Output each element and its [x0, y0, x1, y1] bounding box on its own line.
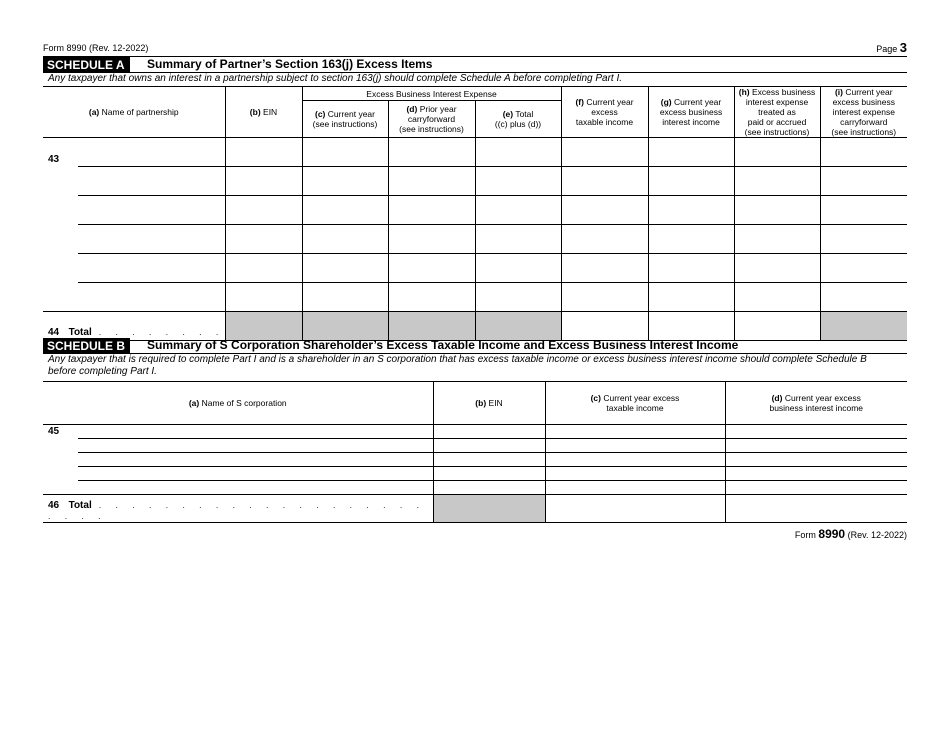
excess-taxable-income-cell[interactable] [561, 196, 648, 225]
excess-taxable-income-cell[interactable] [561, 167, 648, 196]
schedule-a-instructions: Any taxpayer that owns an interest in a partnership subject to section 163(j) should complete Schedule A before completing Part I. [48, 73, 623, 84]
schedule-a-row [43, 283, 907, 312]
s-corp-excess-taxable-income-cell[interactable] [545, 467, 725, 481]
schedule-a-table [43, 86, 907, 341]
s-corp-ein-cell[interactable] [433, 453, 545, 467]
schedule-a-row [43, 225, 907, 254]
prior-year-cell[interactable] [388, 167, 475, 196]
s-corp-name-cell[interactable] [78, 481, 433, 495]
schedule-a-title: Summary of Partner’s Section 163(j) Excess Items [147, 57, 433, 71]
schedule-b-header-row [43, 382, 907, 425]
schedule-b-total-row [43, 495, 907, 523]
col-b-header: (b) EIN [225, 87, 302, 138]
excess-business-interest-income-cell[interactable] [648, 196, 734, 225]
col-a-header-b: (a) Name of S corporation [43, 382, 433, 425]
s-corp-ein-cell[interactable] [433, 481, 545, 495]
s-corp-ein-cell[interactable] [433, 425, 545, 439]
partnership-name-cell[interactable] [78, 225, 225, 254]
s-corp-excess-business-interest-income-cell[interactable] [725, 425, 907, 439]
col-d-header: (d) Prior year carryforward (see instructions) [388, 101, 475, 138]
excess-business-interest-income-cell[interactable] [648, 138, 734, 167]
total-s-corp-ein-shaded [433, 495, 545, 523]
schedule-a-row [43, 138, 907, 167]
page-prefix: Page [876, 44, 898, 54]
col-b-header-b: (b) EIN [433, 382, 545, 425]
ein-cell[interactable] [225, 196, 302, 225]
prior-year-cell[interactable] [388, 138, 475, 167]
schedule-b-tag: SCHEDULE B [43, 338, 130, 354]
page-number-value: 3 [899, 40, 907, 55]
prior-year-cell[interactable] [388, 196, 475, 225]
current-year-cell[interactable] [302, 225, 388, 254]
s-corp-excess-taxable-income-cell[interactable] [545, 453, 725, 467]
schedule-a-row [43, 196, 907, 225]
excess-business-interest-expense-header: Excess Business Interest Expense [302, 87, 561, 101]
schedule-a-header-row-1 [43, 87, 907, 101]
schedule-a-row [43, 254, 907, 283]
col-f-header: (f) Current year excess taxable income [561, 87, 648, 138]
line-46-total-label: 46 Total . . . . . . . . . . . . . . . . . . . . . . . . [43, 495, 433, 523]
s-corp-excess-taxable-income-cell[interactable] [545, 425, 725, 439]
ein-cell[interactable] [225, 138, 302, 167]
current-year-cell[interactable] [302, 196, 388, 225]
schedule-b-row [43, 425, 907, 439]
excess-business-interest-income-cell[interactable] [648, 283, 734, 312]
prior-year-cell[interactable] [388, 225, 475, 254]
carryforward-cell[interactable] [820, 254, 907, 283]
total-cell[interactable] [475, 167, 561, 196]
s-corp-ein-cell[interactable] [433, 439, 545, 453]
col-i-header: (i) Current year excess business interest expense carryforward (see instructions) [820, 87, 907, 138]
total-cell[interactable] [475, 138, 561, 167]
prior-year-cell[interactable] [388, 283, 475, 312]
s-corp-excess-taxable-income-cell[interactable] [545, 481, 725, 495]
col-e-header: (e) Total ((c) plus (d)) [475, 101, 561, 138]
col-a-header: (a) Name of partnership [43, 87, 225, 138]
s-corp-excess-taxable-income-cell[interactable] [545, 439, 725, 453]
carryforward-cell[interactable] [820, 283, 907, 312]
footer-revision: (Rev. 12-2022) [847, 530, 907, 540]
schedule-b-title: Summary of S Corporation Shareholder’s Excess Taxable Income and Excess Business Interest Income [147, 338, 739, 352]
partnership-name-cell[interactable] [78, 283, 225, 312]
col-g-header: (g) Current year excess business interest income [648, 87, 734, 138]
line-43-number: 43 [43, 138, 78, 312]
schedule-b-row [43, 481, 907, 495]
excess-taxable-income-cell[interactable] [561, 138, 648, 167]
s-corp-excess-business-interest-income-cell[interactable] [725, 481, 907, 495]
carryforward-cell[interactable] [820, 196, 907, 225]
total-s-corp-excess-business-interest-income-cell[interactable] [725, 495, 907, 523]
footer-form-number: 8990 [818, 527, 846, 541]
carryforward-cell[interactable] [820, 225, 907, 254]
interest-expense-paid-cell[interactable] [734, 283, 820, 312]
total-interest-expense-paid-cell[interactable] [734, 312, 820, 341]
schedule-b-row [43, 439, 907, 453]
schedule-b-table [43, 381, 907, 523]
col-c-header: (c) Current year (see instructions) [302, 101, 388, 138]
partnership-name-cell[interactable] [78, 167, 225, 196]
carryforward-cell[interactable] [820, 138, 907, 167]
page-number [876, 40, 907, 55]
footer-prefix: Form [794, 530, 816, 540]
carryforward-cell[interactable] [820, 167, 907, 196]
interest-expense-paid-cell[interactable] [734, 254, 820, 283]
interest-expense-paid-cell[interactable] [734, 196, 820, 225]
prior-year-cell[interactable] [388, 254, 475, 283]
s-corp-excess-business-interest-income-cell[interactable] [725, 439, 907, 453]
schedule-a-row [43, 167, 907, 196]
total-s-corp-excess-taxable-income-cell[interactable] [545, 495, 725, 523]
form-footer [795, 527, 907, 541]
excess-business-interest-income-cell[interactable] [648, 254, 734, 283]
partnership-name-cell[interactable] [78, 254, 225, 283]
ein-cell[interactable] [225, 283, 302, 312]
schedule-b-row [43, 467, 907, 481]
ein-cell[interactable] [225, 254, 302, 283]
col-d-header-b: (d) Current year excess business interest income [725, 382, 907, 425]
line-45-number: 45 [43, 425, 78, 495]
s-corp-ein-cell[interactable] [433, 467, 545, 481]
ein-cell[interactable] [225, 225, 302, 254]
excess-taxable-income-cell[interactable] [561, 254, 648, 283]
interest-expense-paid-cell[interactable] [734, 225, 820, 254]
s-corp-name-cell[interactable] [78, 467, 433, 481]
s-corp-name-cell[interactable] [78, 439, 433, 453]
current-year-cell[interactable] [302, 283, 388, 312]
form-revision-label: Form 8990 (Rev. 12-2022) [43, 43, 149, 53]
total-cell[interactable] [475, 254, 561, 283]
s-corp-name-cell[interactable] [78, 453, 433, 467]
schedule-b-instructions: Any taxpayer that is required to complete Part I and is a shareholder in an S corporation that has excess taxable income or excess business interest income should complete Schedule B before completing Part I. [48, 354, 867, 377]
col-h-header: (h) Excess business interest expense treated as paid or accrued (see instructions) [734, 87, 820, 138]
ein-cell[interactable] [225, 167, 302, 196]
s-corp-excess-business-interest-income-cell[interactable] [725, 453, 907, 467]
interest-expense-paid-cell[interactable] [734, 167, 820, 196]
total-cell[interactable] [475, 196, 561, 225]
s-corp-name-cell[interactable] [78, 425, 433, 439]
excess-taxable-income-cell[interactable] [561, 225, 648, 254]
total-carryforward-shaded [820, 312, 907, 341]
s-corp-excess-business-interest-income-cell[interactable] [725, 467, 907, 481]
excess-taxable-income-cell[interactable] [561, 283, 648, 312]
current-year-cell[interactable] [302, 138, 388, 167]
current-year-cell[interactable] [302, 167, 388, 196]
total-cell[interactable] [475, 225, 561, 254]
col-c-header-b: (c) Current year excess taxable income [545, 382, 725, 425]
current-year-cell[interactable] [302, 254, 388, 283]
excess-business-interest-income-cell[interactable] [648, 167, 734, 196]
interest-expense-paid-cell[interactable] [734, 138, 820, 167]
schedule-b-row [43, 453, 907, 467]
excess-business-interest-income-cell[interactable] [648, 225, 734, 254]
schedule-a-tag: SCHEDULE A [43, 57, 130, 73]
total-cell[interactable] [475, 283, 561, 312]
partnership-name-cell[interactable] [78, 196, 225, 225]
partnership-name-cell[interactable] [78, 138, 225, 167]
line-44-total-label: 44 Total . . . . . . . . [43, 312, 225, 341]
